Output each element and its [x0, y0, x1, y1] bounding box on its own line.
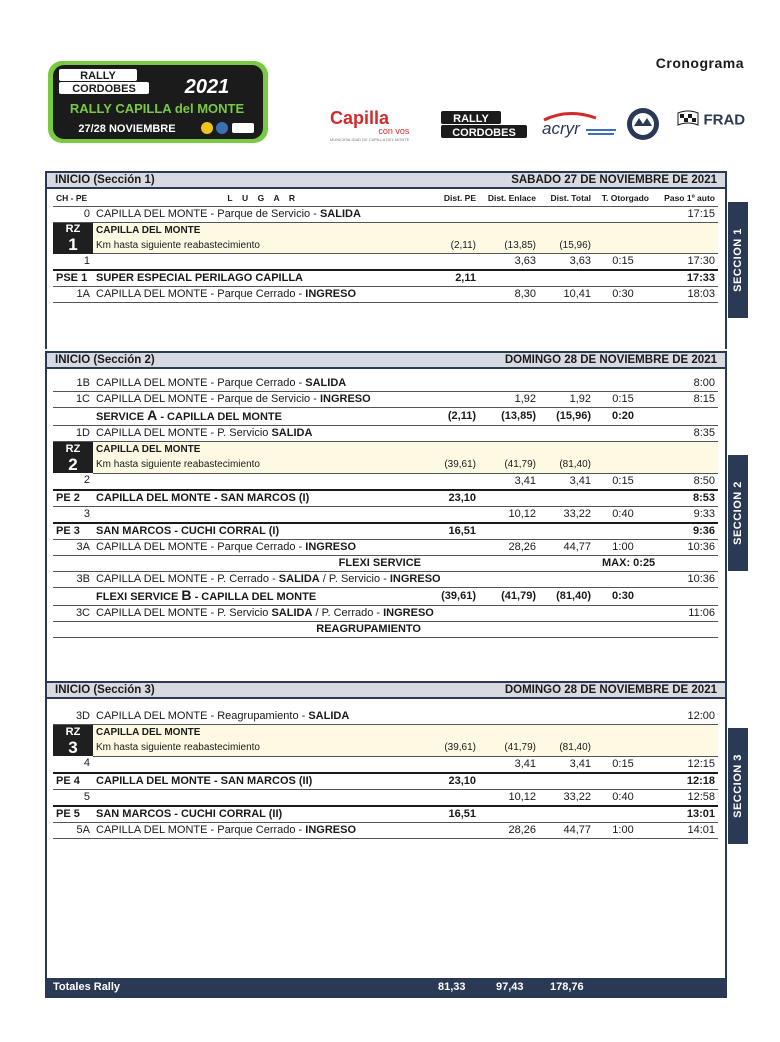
totals-dist-total: 178,76	[550, 981, 584, 993]
rally-cordobes-2021-logo	[47, 60, 269, 144]
capilla-logo-sub: con vos	[378, 126, 410, 136]
section-2	[45, 351, 727, 369]
col-dist-pe: Dist. PE	[433, 191, 479, 207]
table-row: 3A CAPILLA DEL MONTE - Parque Cerrado - INGRESO 28,26 44,77 1:00 10:36	[53, 539, 718, 555]
province-seal-icon	[625, 106, 661, 142]
special-stage-row: PE 2 CAPILLA DEL MONTE - SAN MARCOS (I) 23,10 8:53	[53, 490, 718, 507]
col-dist-total: Dist. Total	[539, 191, 594, 207]
refuel-zone-km-row: Km hasta siguiente reabastecimiento (39,61) (41,79) (81,40)	[53, 740, 718, 756]
special-stage-row: PE 3 SAN MARCOS - CUCHI CORRAL (I) 16,51 9:36	[53, 523, 718, 540]
section-2-table	[53, 376, 718, 638]
col-t-otorgado: T. Otorgado	[594, 191, 652, 207]
section-1-side-tab: SECCION 1	[728, 202, 748, 318]
logo-rally: RALLY	[80, 70, 116, 82]
table-row: 4 3,41 3,41 0:15 12:15	[53, 756, 718, 773]
special-stage-row: PE 5 SAN MARCOS - CUCHI CORRAL (II) 16,51 13:01	[53, 806, 718, 823]
rally-cordobes-logo	[440, 110, 528, 140]
refuel-zone-km-row: Km hasta siguiente reabastecimiento (2,11) (13,85) (15,96)	[53, 238, 718, 254]
rz-badge: RZ 1	[53, 223, 93, 254]
logo-year: 2021	[184, 76, 230, 98]
rz-badge: RZ 3	[53, 725, 93, 756]
special-stage-row: PE 4 CAPILLA DEL MONTE - SAN MARCOS (II) 23,10 12:18	[53, 773, 718, 790]
section-header	[45, 171, 727, 189]
capilla-logo-small: MUNICIPALIDAD DE CAPILLA DEL MONTE	[330, 137, 410, 142]
table-frame	[45, 860, 727, 980]
refuel-zone-row: RZ 2 CAPILLA DEL MONTE	[53, 442, 718, 458]
document-title: Cronograma	[655, 55, 744, 71]
service-a-row: SERVICE A - CAPILLA DEL MONTE (2,11) (13,85) (15,96) 0:20	[53, 408, 718, 426]
table-row: 1B CAPILLA DEL MONTE - Parque Cerrado - SALIDA 8:00	[53, 376, 718, 392]
table-row: 2 3,41 3,41 0:15 8:50	[53, 473, 718, 490]
rz-badge: RZ 2	[53, 442, 93, 473]
logo-dates: 27/28 NOVIEMBRE	[78, 123, 176, 135]
service-letter: B	[181, 587, 192, 603]
regroup-row: REAGRUPAMIENTO	[53, 621, 718, 637]
col-dist-enlace: Dist. Enlace	[479, 191, 539, 207]
table-row: 1A CAPILLA DEL MONTE - Parque Cerrado - INGRESO 8,30 10,41 0:30 18:03	[53, 287, 718, 303]
table-row: 0 CAPILLA DEL MONTE - Parque de Servicio - SALIDA 17:15	[53, 207, 718, 223]
section-header	[45, 351, 727, 369]
section-1	[45, 171, 727, 189]
col-lugar: L U G A R	[93, 191, 433, 207]
table-row: 5 10,12 33,22 0:40 12:58	[53, 789, 718, 806]
column-headers	[53, 191, 718, 207]
logo-event: RALLY CAPILLA del MONTE	[69, 101, 245, 116]
section-2-side-tab: SECCION 2	[728, 455, 748, 571]
section-1-table	[53, 191, 718, 303]
totals-dist-enlace: 97,43	[496, 981, 524, 993]
table-row: 1C CAPILLA DEL MONTE - Parque de Servicio - INGRESO 1,92 1,92 0:15 8:15	[53, 392, 718, 408]
special-stage-row: PSE 1 SUPER ESPECIAL PERILAGO CAPILLA 2,11 17:33	[53, 270, 718, 287]
section-date: SABADO 27 DE NOVIEMBRE DE 2021	[511, 174, 717, 186]
rally-logo-line1: RALLY	[453, 113, 489, 125]
rally-logo-line2: CORDOBES	[452, 127, 516, 139]
frad-logo-text: FRAD	[703, 111, 746, 129]
totals-bar	[45, 978, 727, 998]
acryr-logo-text: acryr	[542, 119, 580, 138]
table-row: 5A CAPILLA DEL MONTE - Parque Cerrado - INGRESO 28,26 44,77 1:00 14:01	[53, 822, 718, 838]
section-3-side-tab: SECCION 3	[728, 728, 748, 844]
refuel-zone-km-row: Km hasta siguiente reabastecimiento (39,61) (41,79) (81,40)	[53, 457, 718, 473]
col-paso-1-auto: Paso 1º auto	[652, 191, 718, 207]
section-3	[45, 681, 727, 699]
section-date: DOMINGO 28 DE NOVIEMBRE DE 2021	[504, 354, 717, 366]
capilla-logo-text: Capilla	[330, 108, 390, 128]
table-row: 3 10,12 33,22 0:40 9:33	[53, 506, 718, 523]
section-title: INICIO (Sección 2)	[55, 354, 155, 366]
acryr-logo	[538, 110, 618, 140]
refuel-zone-row: RZ 1 CAPILLA DEL MONTE	[53, 223, 718, 239]
table-row: 1 3,63 3,63 0:15 17:30	[53, 254, 718, 271]
table-row: 3C CAPILLA DEL MONTE - P. Servicio SALIDA / P. Cerrado - INGRESO 11:06	[53, 605, 718, 621]
section-date: DOMINGO 28 DE NOVIEMBRE DE 2021	[504, 684, 717, 696]
logo-cordobes: CORDOBES	[72, 83, 136, 95]
section-3-table	[53, 709, 718, 839]
table-row: 3D CAPILLA DEL MONTE - Reagrupamiento - SALIDA 12:00	[53, 709, 718, 725]
capilla-con-vos-logo	[330, 108, 409, 142]
totals-label: Totales Rally	[53, 981, 121, 993]
checkered-flag-icon	[677, 110, 699, 130]
section-title: INICIO (Sección 3)	[55, 684, 155, 696]
section-header	[45, 681, 727, 699]
col-ch-pe: CH - PE	[53, 191, 93, 207]
section-title: INICIO (Sección 1)	[55, 174, 155, 186]
table-row: 3B CAPILLA DEL MONTE - P. Cerrado - SALIDA / P. Servicio - INGRESO 10:36	[53, 571, 718, 587]
frad-logo	[677, 110, 745, 130]
service-letter: A	[147, 407, 158, 424]
table-row: 1D CAPILLA DEL MONTE - P. Servicio SALIDA 8:35	[53, 426, 718, 442]
refuel-zone-row: RZ 3 CAPILLA DEL MONTE	[53, 725, 718, 741]
flexi-service-b-row: FLEXI SERVICE B - CAPILLA DEL MONTE (39,61) (41,79) (81,40) 0:30	[53, 587, 718, 605]
totals-dist-pe: 81,33	[438, 981, 466, 993]
flexi-service-row: FLEXI SERVICE MAX: 0:25	[53, 555, 718, 571]
